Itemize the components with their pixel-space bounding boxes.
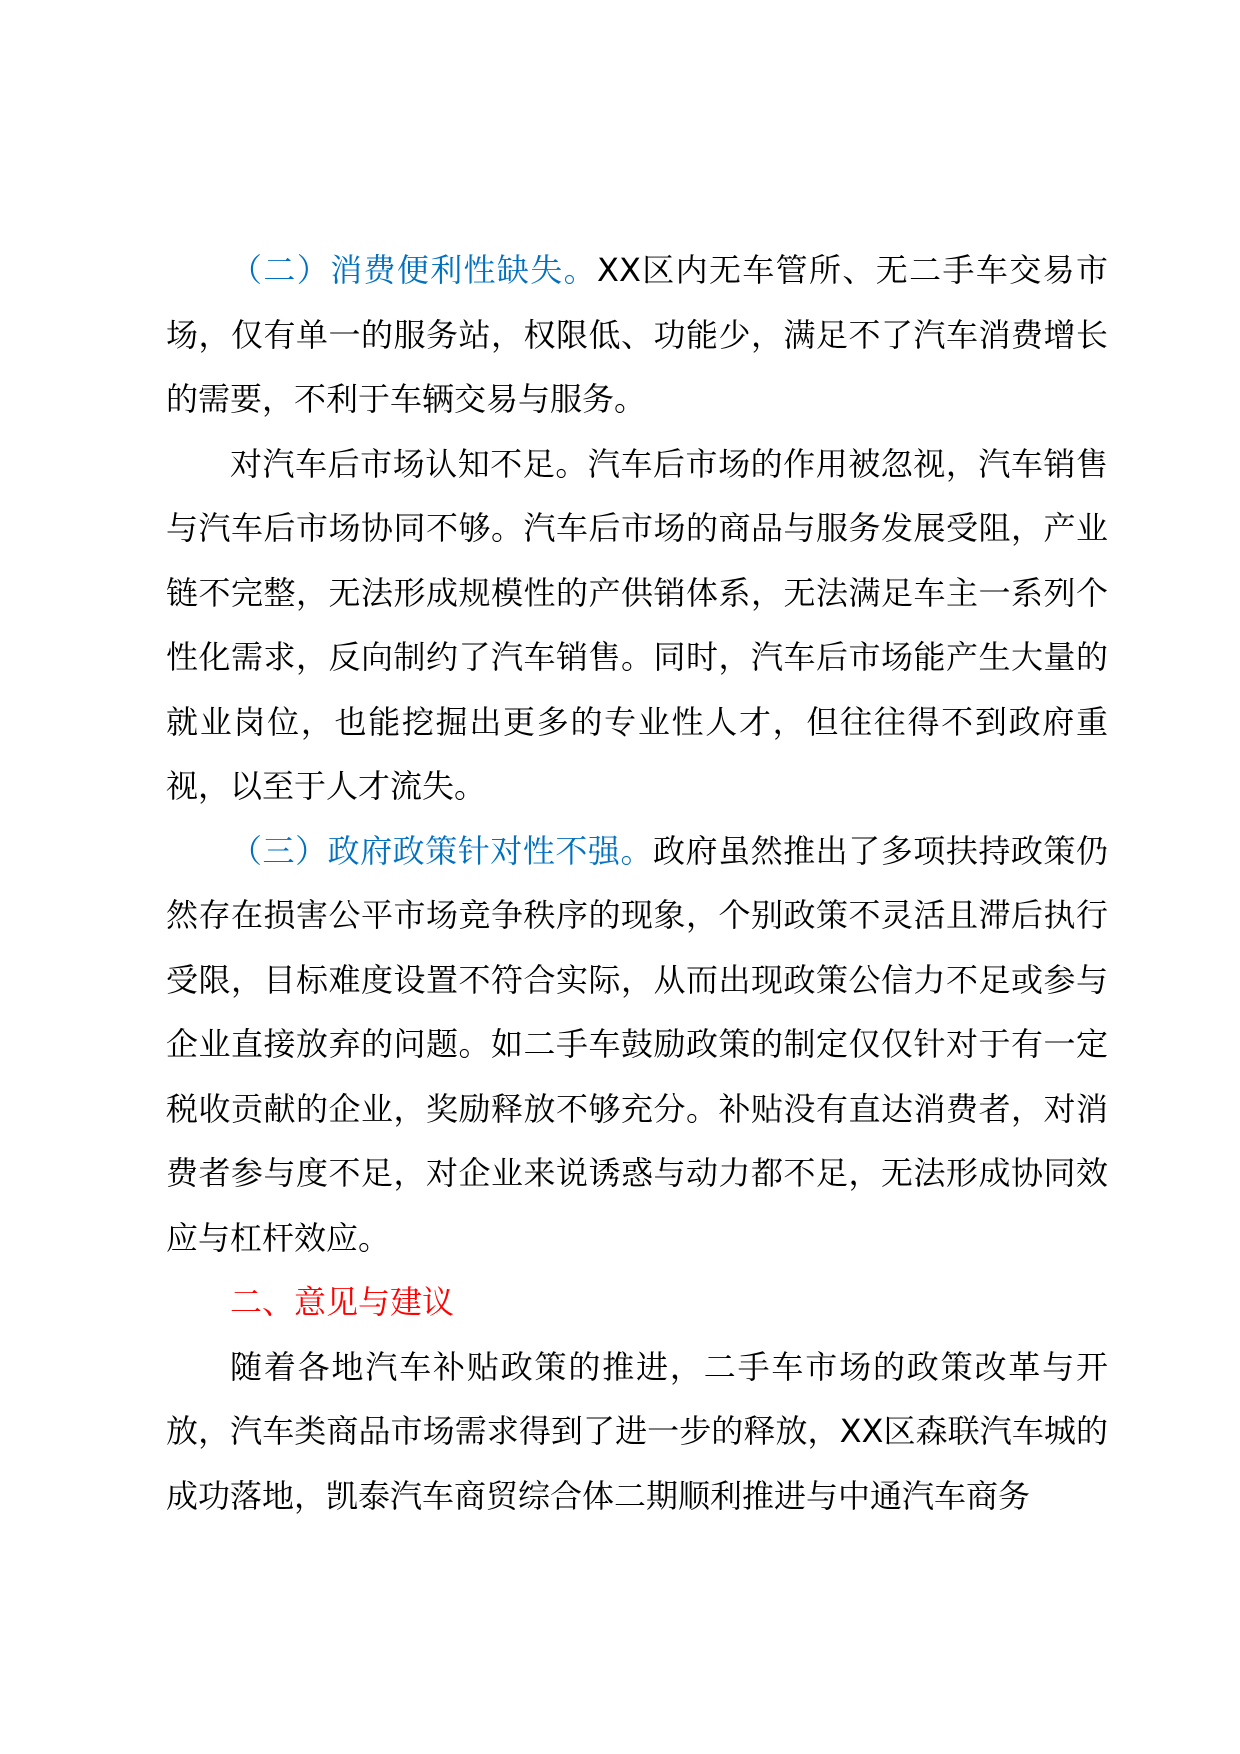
document-body (166, 238, 1108, 1528)
paragraph-aftermarket-awareness (166, 432, 1108, 819)
section-title-suggestions: 二、意见与建议 (230, 1283, 455, 1321)
paragraph-suggestions-intro (166, 1335, 1108, 1529)
paragraph-text: 随着各地汽车补贴政策的推进，二手车市场的政策改革与开放，汽车类商品市场需求得到了进一步的释放，XX区森联汽车城的成功落地，凯泰汽车商贸综合体二期顺利推进与中通汽车商务 (166, 1347, 1108, 1515)
paragraph-text: XX区内无车管所、无二手车交易市场，仅有单一的服务站，权限低、功能少，满足不了汽车消费增长的需要，不利于车辆交易与服务。 (166, 251, 1108, 418)
paragraph-consumption-convenience (166, 238, 1108, 432)
paragraph-text: 政府虽然推出了多项扶持政策仍然存在损害公平市场竞争秩序的现象，个别政策不灵活且滞后执行受限，目标难度设置不符合实际，从而出现政策公信力不足或参与企业直接放弃的问题。如二手车鼓励政策的制定仅仅针对于有一定税收贡献的企业，奖励释放不够充分。补贴没有直达消费者，对消费者参与度不足，对企业来说诱惑与动力都不足，无法形成协同效应与杠杆效应。 (166, 831, 1108, 1257)
subheading-consumption-convenience: （二）消费便利性缺失。 (230, 251, 598, 289)
paragraph-policy-targeting (166, 819, 1108, 1271)
subheading-policy-targeting: （三）政府政策针对性不强。 (230, 831, 653, 870)
paragraph-text: 对汽车后市场认知不足。汽车后市场的作用被忽视，汽车销售与汽车后市场协同不够。汽车后市场的商品与服务发展受阻，产业链不完整，无法形成规模性的产供销体系，无法满足车主一系列个性化需求，反向制约了汽车销售。同时，汽车后市场能产生大量的就业岗位，也能挖掘出更多的专业性人才，但往往得不到政府重视，以至于人才流失。 (166, 444, 1108, 805)
